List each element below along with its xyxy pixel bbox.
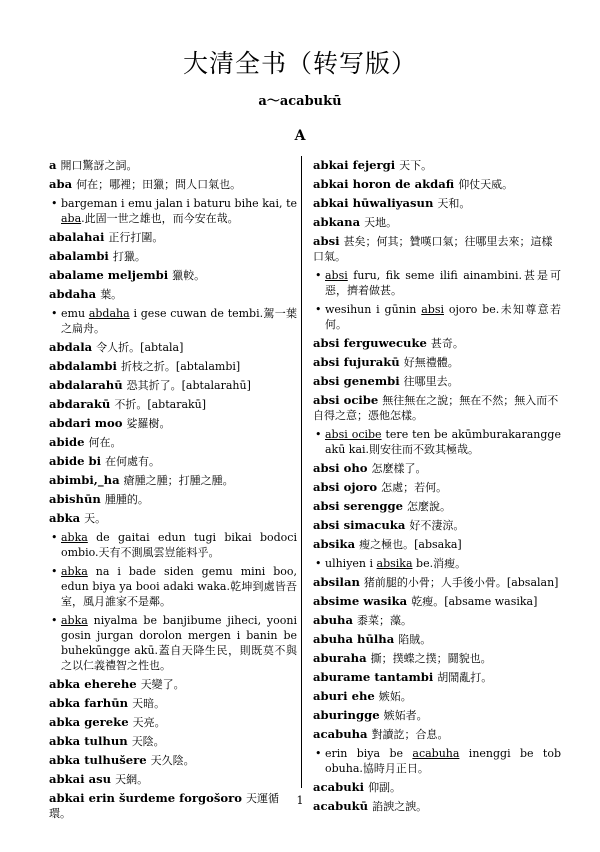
definition: 令人折。[abtala]: [96, 341, 184, 354]
example-sentence: [49, 613, 297, 673]
definition: 黍菜；藻。: [357, 614, 412, 627]
headword: absika: [313, 537, 356, 551]
dictionary-entry: [313, 461, 561, 476]
example-text: tere ten be akūmburakarangge akū kai.則安往而不致其極哉。: [325, 428, 561, 456]
headword: absi simacuka: [313, 518, 406, 532]
headword: absime wasika: [313, 594, 408, 608]
definition: 娑羅樹。: [126, 417, 171, 430]
example-keyword: absi: [421, 303, 444, 316]
dictionary-entry: [49, 696, 297, 711]
headword: abdarakū: [49, 397, 111, 411]
headword: absi ojoro: [313, 480, 378, 494]
bullet-icon: •: [51, 197, 58, 210]
dictionary-entry: [49, 511, 297, 526]
dictionary-entry: [313, 780, 561, 795]
definition: 葉。: [100, 288, 123, 301]
headword: abkai fejergi: [313, 158, 396, 172]
headword: absi: [313, 234, 340, 248]
left-column: [49, 158, 297, 825]
bullet-icon: •: [51, 307, 58, 320]
headword: abdari moo: [49, 416, 123, 430]
example-text: de gaitai edun tugi bikai bodoci ombio.天有不測風雲豈能料乎。: [61, 531, 297, 559]
headword: absi fujurakū: [313, 355, 400, 369]
definition: 怎麼樣了。: [371, 462, 427, 475]
headword: abishūn: [49, 492, 101, 506]
dictionary-entry: [49, 177, 297, 192]
dictionary-entry: [49, 416, 297, 431]
right-column: [313, 158, 561, 818]
dictionary-entry: [313, 518, 561, 533]
definition: 諂諛之諛。: [372, 800, 428, 813]
example-text: niyalma be banjibume jiheci, yooni gosin jurgan dorolon mergen i banin be buhekūngge akū.蓋自天降生民，則既莫不與之以仁義禮智之性也。: [61, 614, 297, 672]
dictionary-entry: [49, 435, 297, 450]
example-text: erin biya be: [325, 747, 413, 760]
example-sentence: [49, 564, 297, 609]
dictionary-entry: [49, 473, 297, 488]
definition: 乾瘦。[absame wasika]: [411, 595, 538, 608]
definition: 恐其折了。[abtalarahū]: [126, 379, 251, 392]
definition: 甚奇。: [430, 337, 464, 350]
definition: 瘦之極也。[absaka]: [359, 538, 462, 551]
dictionary-entry: [313, 336, 561, 351]
headword: abkana: [313, 215, 361, 229]
headword: abuha: [313, 613, 353, 627]
bullet-icon: •: [51, 614, 58, 627]
bullet-icon: •: [315, 557, 322, 570]
example-text: ulhiyen i: [325, 557, 377, 570]
dictionary-entry: [49, 378, 297, 393]
headword: abka tulhušere: [49, 753, 147, 767]
headword: absi serengge: [313, 499, 403, 513]
headword: aburame tantambi: [313, 670, 434, 684]
headword: abka: [49, 511, 81, 525]
dictionary-entry: [313, 393, 561, 423]
example-sentence: [313, 746, 561, 776]
headword: aba: [49, 177, 73, 191]
headword: abuha hūlha: [313, 632, 395, 646]
example-text: i gese cuwan de tembi.駕一葉之扁舟。: [61, 307, 297, 335]
bullet-icon: •: [51, 565, 58, 578]
bullet-icon: •: [315, 747, 322, 760]
dictionary-entry: [49, 492, 297, 507]
example-text: furu, fik seme ilifi ainambini.甚是可惡，擠着做甚。: [325, 269, 561, 297]
example-sentence: [313, 302, 561, 332]
definition: 天下。: [399, 159, 433, 172]
headword: absi ocibe: [313, 393, 379, 407]
definition: 無往無在之說；無在不然；無入而不自得之意；憑他怎樣。: [313, 394, 559, 422]
example-sentence: [313, 556, 561, 571]
example-text: na i bade siden gemu mini boo, edun biya ya booi adaki waka.乾坤到處皆吾室，風月誰家不是鄰。: [61, 565, 297, 608]
example-text: be.消瘦。: [412, 557, 467, 570]
definition: 瘡腫之腫；打腫之腫。: [123, 474, 234, 487]
headword: abimbi,_ha: [49, 473, 120, 487]
dictionary-entry: [313, 537, 561, 552]
definition: 獵較。: [172, 269, 206, 282]
dictionary-entry: [313, 158, 561, 173]
definition: 天網。: [115, 773, 149, 786]
page-title: 大清全书（转写版）: [182, 49, 417, 78]
headword: abka gereke: [49, 715, 129, 729]
page-number: 1: [296, 794, 304, 807]
example-text: emu: [61, 307, 89, 320]
dictionary-entry: [313, 355, 561, 370]
definition: 正行打圍。: [108, 231, 164, 244]
bullet-icon: •: [51, 531, 58, 544]
definition: 撕；撲蝶之撲；鬪貌也。: [370, 652, 492, 665]
dictionary-entry: [313, 708, 561, 723]
definition: 好不淒涼。: [409, 519, 465, 532]
dictionary-entry: [313, 374, 561, 389]
definition: 天暗。: [132, 697, 166, 710]
headword: abkai horon de akdafi: [313, 177, 455, 191]
dictionary-entry: [49, 677, 297, 692]
headword: abka eherehe: [49, 677, 137, 691]
dictionary-entry: [313, 613, 561, 628]
dictionary-entry: [49, 772, 297, 787]
dictionary-entry: [313, 594, 561, 609]
dictionary-entry: [313, 632, 561, 647]
headword: abide bi: [49, 454, 102, 468]
definition: 天變了。: [140, 678, 185, 691]
headword: abkai erin šurdeme forgošoro: [49, 791, 242, 805]
example-keyword: absi ocibe: [325, 428, 382, 441]
example-keyword: aba: [61, 212, 82, 225]
headword: absi genembi: [313, 374, 400, 388]
headword: abide: [49, 435, 85, 449]
headword: absilan: [313, 575, 360, 589]
definition: 折枝之折。[abtalambi]: [120, 360, 241, 373]
bullet-icon: •: [315, 428, 322, 441]
definition: 何在。: [88, 436, 122, 449]
dictionary-entry: [49, 158, 297, 173]
example-sentence: [49, 306, 297, 336]
definition: 甚矣；何其；贊嘆口氣；往哪里去來；這樣口氣。: [313, 235, 553, 263]
headword: abka farhūn: [49, 696, 129, 710]
definition: 天陰。: [131, 735, 165, 748]
dictionary-entry: [49, 734, 297, 749]
definition: 嫉妬。: [378, 690, 412, 703]
example-sentence: [313, 268, 561, 298]
dictionary-entry: [313, 196, 561, 211]
dictionary-entry: [313, 234, 561, 264]
example-keyword: abka: [61, 531, 88, 544]
example-text: ojoro be.未知尊意若何。: [325, 303, 562, 331]
page-range-header: a～acabukū: [258, 94, 342, 109]
headword: abka tulhun: [49, 734, 128, 748]
definition: 在何處有。: [105, 455, 161, 468]
definition: 好無禮體。: [403, 356, 459, 369]
dictionary-entry: [49, 287, 297, 302]
headword: absi ferguwecuke: [313, 336, 427, 350]
section-letter: A: [294, 128, 306, 144]
example-sentence: [49, 530, 297, 560]
dictionary-entry: [49, 397, 297, 412]
headword: abdaha: [49, 287, 97, 301]
definition: 對讀訖；合息。: [371, 728, 449, 741]
headword: a: [49, 158, 57, 172]
definition: 腫腫的。: [104, 493, 149, 506]
headword: abdalarahū: [49, 378, 123, 392]
definition: 仰仗天威。: [458, 178, 514, 191]
definition: 天亮。: [132, 716, 166, 729]
example-sentence: [49, 196, 297, 226]
definition: 胡鬧亂打。: [437, 671, 493, 684]
definition: 往哪里去。: [403, 375, 459, 388]
headword: absi oho: [313, 461, 368, 475]
dictionary-entry: [313, 499, 561, 514]
definition: 陷賊。: [398, 633, 432, 646]
headword: abdala: [49, 340, 93, 354]
example-keyword: absi: [325, 269, 348, 282]
bullet-icon: •: [315, 269, 322, 282]
definition: 怎麼說。: [407, 500, 451, 513]
headword: abalambi: [49, 249, 109, 263]
dictionary-entry: [313, 575, 561, 590]
example-keyword: abka: [61, 614, 88, 627]
dictionary-entry: [49, 454, 297, 469]
dictionary-entry: [313, 215, 561, 230]
headword: abalahai: [49, 230, 105, 244]
headword: acabuha: [313, 727, 368, 741]
headword: abalame meljembi: [49, 268, 169, 282]
definition: 天。: [84, 512, 107, 525]
headword: aburi ehe: [313, 689, 375, 703]
definition: 猪前腿的小骨；人手後小骨。[absalan]: [363, 576, 559, 589]
example-keyword: acabuha: [412, 747, 460, 760]
example-text: inenggi be tob obuha.協時月正日。: [325, 747, 561, 775]
dictionary-entry: [313, 480, 561, 495]
example-sentence: [313, 427, 561, 457]
headword: abdalambi: [49, 359, 117, 373]
dictionary-entry: [49, 715, 297, 730]
definition: 天和。: [437, 197, 471, 210]
dictionary-entry: [313, 651, 561, 666]
definition: 天久陰。: [150, 754, 195, 767]
dictionary-entry: [49, 249, 297, 264]
dictionary-entry: [49, 340, 297, 355]
definition: 何在；哪裡；田獵；問人口氣也。: [76, 178, 242, 191]
example-text: wesihun i gūnin: [325, 303, 422, 316]
dictionary-entry: [313, 689, 561, 704]
definition: 天運循環。: [49, 792, 279, 820]
dictionary-entry: [49, 753, 297, 768]
definition: 開口驚訝之詞。: [60, 159, 138, 172]
definition: 不折。[abtarakū]: [114, 398, 207, 411]
example-keyword: absika: [376, 557, 413, 570]
dictionary-entry: [49, 230, 297, 245]
headword: acabukū: [313, 799, 369, 813]
definition: 打獵。: [112, 250, 146, 263]
dictionary-entry: [313, 670, 561, 685]
dictionary-entry: [49, 268, 297, 283]
headword: abkai asu: [49, 772, 112, 786]
dictionary-entry: [49, 359, 297, 374]
headword: aburingge: [313, 708, 380, 722]
definition: 怎處；若何。: [381, 481, 448, 494]
definition: 天地。: [364, 216, 398, 229]
headword: abkai hūwaliyasun: [313, 196, 434, 210]
example-keyword: abka: [61, 565, 88, 578]
definition: 嫉妬者。: [383, 709, 428, 722]
column-divider: [301, 156, 302, 788]
example-text: .此固一世之雄也，而今安在哉。: [81, 212, 239, 225]
headword: acabuki: [313, 780, 365, 794]
dictionary-entry: [313, 177, 561, 192]
definition: 仰副。: [368, 781, 402, 794]
dictionary-entry: [313, 727, 561, 742]
example-keyword: abdaha: [88, 307, 130, 320]
example-text: bargeman i emu jalan i baturu bihe kai, te: [61, 197, 297, 210]
bullet-icon: •: [315, 303, 322, 316]
headword: aburaha: [313, 651, 367, 665]
